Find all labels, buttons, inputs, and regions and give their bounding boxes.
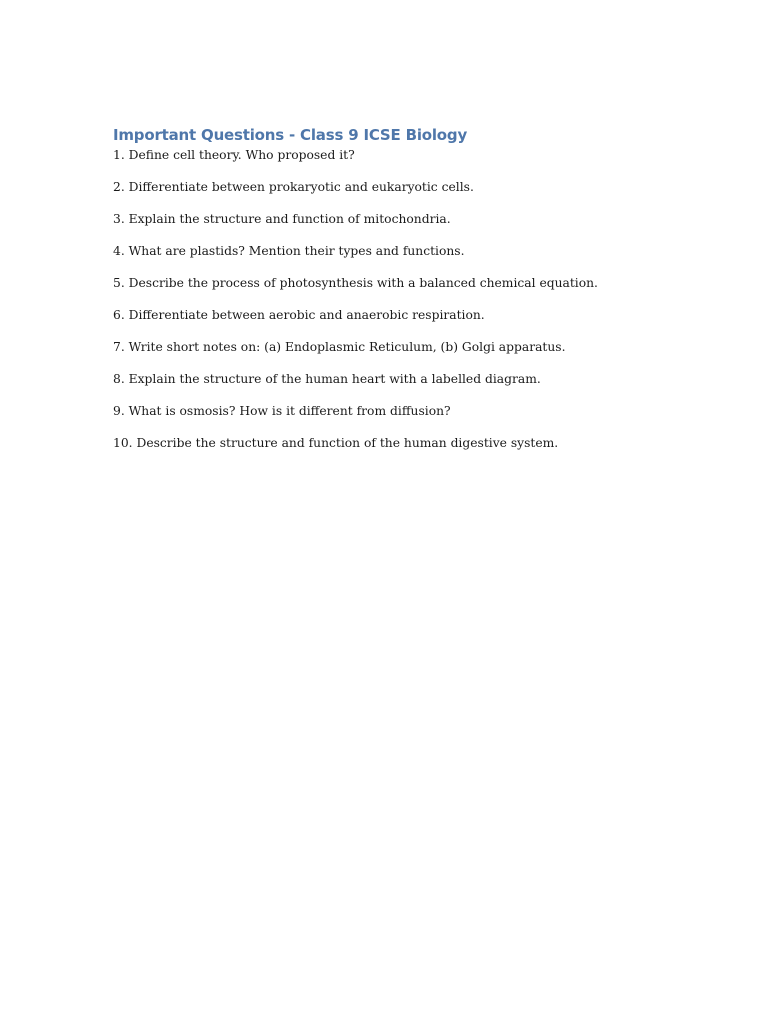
question-item: 7. Write short notes on: (a) Endoplasmic Reticulum, (b) Golgi apparatus. (113, 340, 566, 354)
question-item: 3. Explain the structure and function of mitochondria. (113, 212, 451, 226)
question-item: 5. Describe the process of photosynthesis with a balanced chemical equation. (113, 276, 598, 290)
question-item: 6. Differentiate between aerobic and anaerobic respiration. (113, 308, 485, 322)
question-item: 9. What is osmosis? How is it different from diffusion? (113, 404, 451, 418)
question-item: 4. What are plastids? Mention their types and functions. (113, 244, 465, 258)
document-body (113, 124, 673, 467)
question-list (113, 147, 673, 451)
question-item: 8. Explain the structure of the human heart with a labelled diagram. (113, 372, 541, 386)
question-item: 10. Describe the structure and function of the human digestive system. (113, 436, 559, 450)
question-item: 1. Define cell theory. Who proposed it? (113, 148, 355, 162)
question-item: 2. Differentiate between prokaryotic and eukaryotic cells. (113, 180, 474, 194)
document-title: Important Questions - Class 9 ICSE Biology (113, 126, 468, 144)
